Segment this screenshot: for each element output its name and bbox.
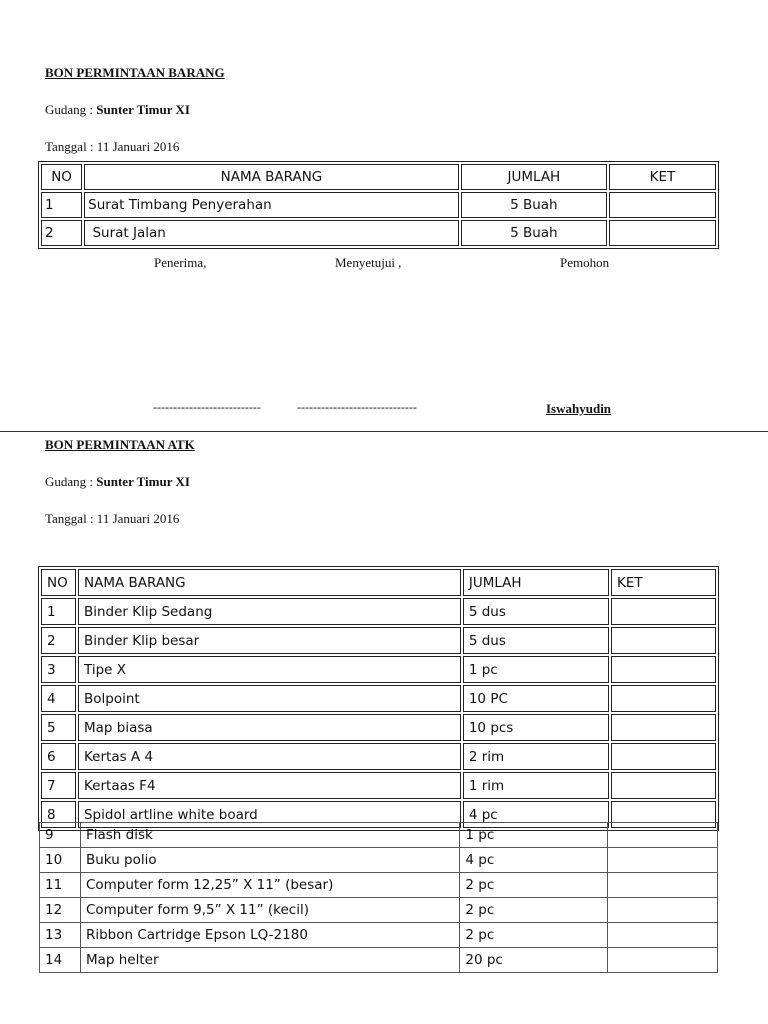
- cell-no: 3: [41, 656, 76, 683]
- cell-jumlah: 5 Buah: [461, 192, 607, 218]
- cell-no: 11: [40, 873, 81, 898]
- cell-ket: [608, 923, 718, 948]
- cell-no: 1: [41, 598, 76, 625]
- cell-ket: [609, 220, 716, 246]
- form1-header-ket: KET: [609, 164, 716, 190]
- form1-header-jumlah: JUMLAH: [461, 164, 607, 190]
- cell-ket: [608, 873, 718, 898]
- cell-jumlah: 2 rim: [463, 743, 609, 770]
- cell-nama: Ribbon Cartridge Epson LQ-2180: [80, 923, 459, 948]
- cell-jumlah: 2 pc: [460, 873, 608, 898]
- table-row: [41, 656, 716, 683]
- cell-nama: Map helter: [80, 948, 459, 973]
- table-row: [40, 923, 718, 948]
- cell-ket: [611, 772, 716, 799]
- table-row: [41, 192, 716, 218]
- cell-no: 5: [41, 714, 76, 741]
- cell-nama: Computer form 9,5” X 11” (kecil): [80, 898, 459, 923]
- cell-ket: [611, 627, 716, 654]
- form2-header-ket: KET: [611, 569, 716, 596]
- cell-jumlah: 5 dus: [463, 598, 609, 625]
- form2-header-jumlah: JUMLAH: [463, 569, 609, 596]
- cell-ket: [611, 685, 716, 712]
- cell-nama: Map biasa: [78, 714, 461, 741]
- cell-ket: [608, 848, 718, 873]
- form2-title: BON PERMINTAAN ATK: [45, 437, 195, 452]
- cell-ket: [611, 598, 716, 625]
- cell-no: 1: [41, 192, 82, 218]
- table-row: [41, 220, 716, 246]
- form1-header-nama: NAMA BARANG: [84, 164, 459, 190]
- cell-jumlah: 10 PC: [463, 685, 609, 712]
- form1-title: BON PERMINTAAN BARANG: [45, 65, 225, 80]
- signature-line-penerima: ---------------------------: [153, 400, 261, 414]
- table-row: [41, 772, 716, 799]
- cell-ket: [611, 743, 716, 770]
- form1-header-no: NO: [41, 164, 82, 190]
- signature-penerima: Penerima,: [154, 255, 207, 270]
- signature-line-menyetujui: ------------------------------: [297, 400, 417, 414]
- cell-no: 8: [41, 801, 76, 828]
- form1-table-header: [41, 164, 716, 190]
- cell-nama: Kertas A 4: [78, 743, 461, 770]
- form2-gudang: [45, 474, 190, 490]
- cell-jumlah: 20 pc: [460, 948, 608, 973]
- signature-pemohon: Pemohon: [560, 255, 610, 270]
- table-row: [40, 873, 718, 898]
- cell-jumlah: 5 dus: [463, 627, 609, 654]
- cell-no: 14: [40, 948, 81, 973]
- section-divider: [0, 431, 768, 432]
- form2-table-header: [41, 569, 716, 596]
- cell-ket: [609, 192, 716, 218]
- table-row: [41, 743, 716, 770]
- cell-nama: Binder Klip Sedang: [78, 598, 461, 625]
- cell-nama: Surat Jalan: [84, 220, 459, 246]
- table-row: [41, 685, 716, 712]
- table-row: [41, 714, 716, 741]
- cell-no: 12: [40, 898, 81, 923]
- table-row: [40, 948, 718, 973]
- cell-ket: [611, 656, 716, 683]
- cell-no: 9: [40, 823, 81, 848]
- cell-jumlah: 1 pc: [463, 656, 609, 683]
- form2-table: [38, 566, 719, 831]
- cell-nama: Tipe X: [78, 656, 461, 683]
- form1-tanggal: Tanggal : 11 Januari 2016: [45, 139, 180, 154]
- form2-header-no: NO: [41, 569, 76, 596]
- form2-table-continued: [39, 822, 718, 973]
- cell-nama: Buku polio: [80, 848, 459, 873]
- cell-jumlah: 10 pcs: [463, 714, 609, 741]
- form2-gudang-value: Sunter Timur XI: [96, 474, 190, 489]
- cell-jumlah: 1 pc: [460, 823, 608, 848]
- cell-ket: [608, 898, 718, 923]
- form2-gudang-label: Gudang :: [45, 474, 97, 489]
- form1-gudang: [45, 102, 190, 118]
- cell-nama: Binder Klip besar: [78, 627, 461, 654]
- cell-no: 4: [41, 685, 76, 712]
- form2-header-nama: NAMA BARANG: [78, 569, 461, 596]
- cell-no: 13: [40, 923, 81, 948]
- cell-nama: Bolpoint: [78, 685, 461, 712]
- cell-no: 2: [41, 627, 76, 654]
- cell-nama: Flash disk: [80, 823, 459, 848]
- cell-jumlah: 4 pc: [460, 848, 608, 873]
- cell-nama: Kertaas F4: [78, 772, 461, 799]
- form1-gudang-value: Sunter Timur XI: [96, 102, 190, 117]
- cell-jumlah: 1 rim: [463, 772, 609, 799]
- table-row: [41, 627, 716, 654]
- table-row: [40, 823, 718, 848]
- cell-jumlah: 2 pc: [460, 898, 608, 923]
- cell-no: 2: [41, 220, 82, 246]
- cell-no: 10: [40, 848, 81, 873]
- form1-gudang-label: Gudang :: [45, 102, 97, 117]
- cell-nama: Spidol artline white board: [78, 801, 461, 828]
- cell-ket: [608, 948, 718, 973]
- cell-ket: [608, 823, 718, 848]
- cell-nama: Surat Timbang Penyerahan: [84, 192, 459, 218]
- table-row: [40, 848, 718, 873]
- signature-pemohon-name: Iswahyudin: [546, 401, 612, 416]
- table-row: [40, 898, 718, 923]
- signature-menyetujui: Menyetujui ,: [335, 255, 402, 270]
- cell-ket: [611, 714, 716, 741]
- table-row: [41, 598, 716, 625]
- form1-table: [38, 161, 719, 249]
- cell-jumlah: 4 pc: [463, 801, 609, 828]
- cell-nama: Computer form 12,25” X 11” (besar): [80, 873, 459, 898]
- cell-jumlah: 2 pc: [460, 923, 608, 948]
- cell-jumlah: 5 Buah: [461, 220, 607, 246]
- cell-no: 6: [41, 743, 76, 770]
- cell-no: 7: [41, 772, 76, 799]
- form2-tanggal: Tanggal : 11 Januari 2016: [45, 511, 180, 526]
